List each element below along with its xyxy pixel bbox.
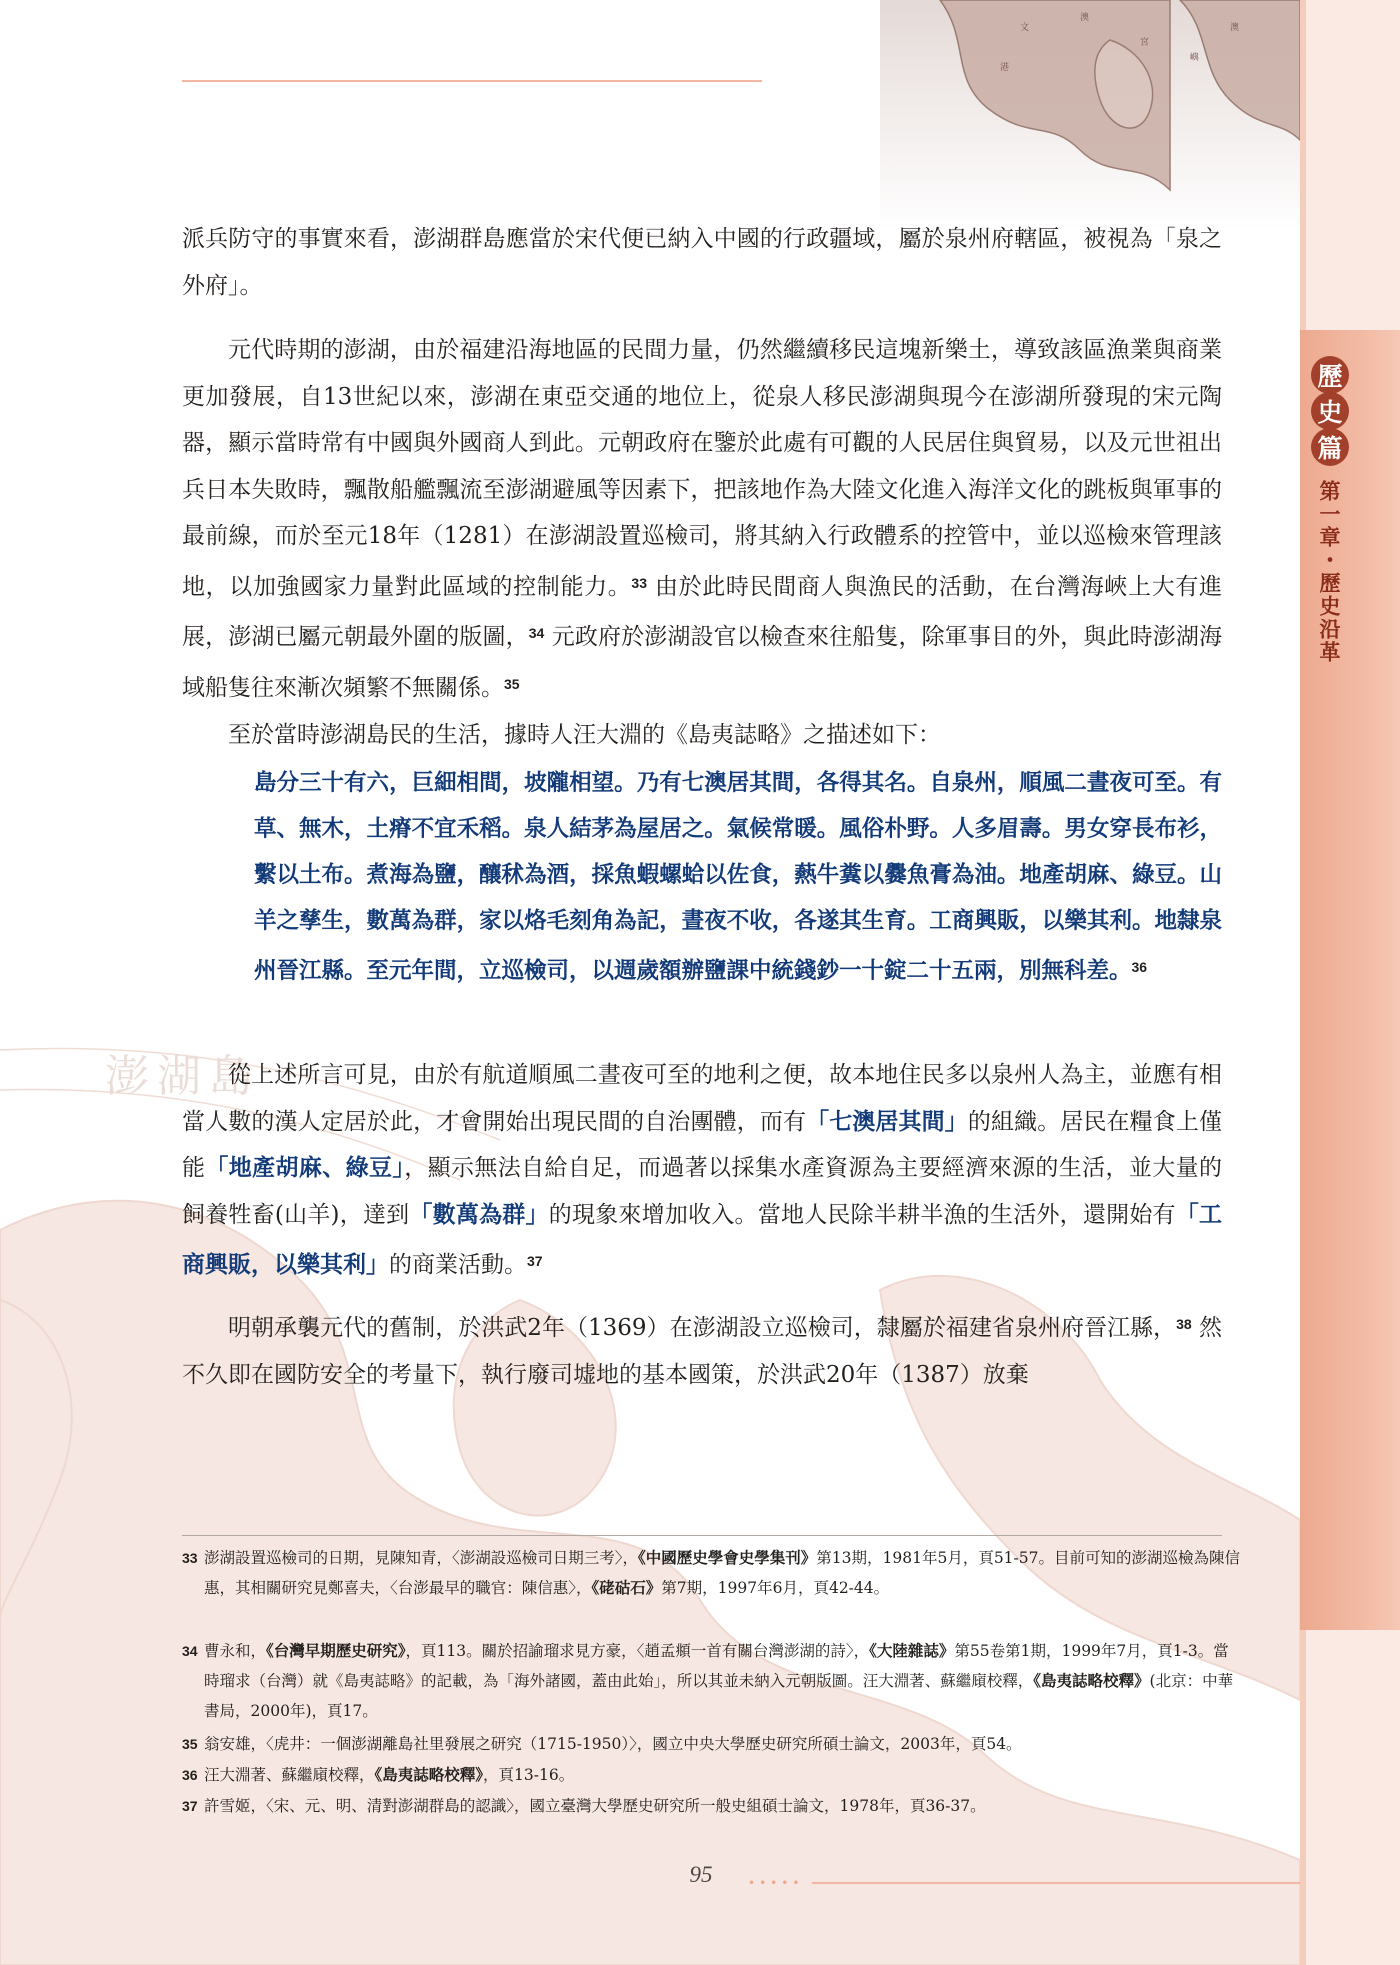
footnote-ref[interactable]: 35 [504, 675, 520, 692]
paragraph-text: ，顯示無法自給自足，而過著以採集水產資源為主要經濟來源的生活，並大量的飼養牲畜(山羊)，達到 [182, 1155, 1222, 1228]
paragraph-text: 的現象來增加收入。當地人民除半耕半漁的生活外，還開始有 [548, 1201, 1176, 1228]
footer-dots: ••••• [748, 1876, 804, 1890]
paragraph-2 [182, 327, 1222, 711]
header-rule [182, 80, 762, 82]
footnote-rule [182, 1535, 1222, 1536]
footnote-ref[interactable]: 34 [528, 625, 545, 641]
quote-text: 島分三十有六，巨細相間，坡隴相望。乃有七澳居其間，各得其名。自泉州，順風二晝夜可至。有草、無木，土瘠不宜禾稻。泉人結茅為屋居之。氣候常暖。風俗朴野。人多眉壽。男女穿長布衫，繫以土布。煮海為鹽，釀秫為酒，採魚蝦螺蛤以佐食，爇牛糞以爨魚膏為油。地產胡麻、綠豆。山羊之孳生，數萬為群，家以烙毛刻角為記，晝夜不收，各遂其生育。工商興販，以樂其利。地隸泉州晉江縣。至元年間，立巡檢司，以週歲額辦鹽課中統錢鈔一十錠二十五兩，別無科差。 [254, 770, 1222, 984]
footnote-text: 許雪姬，〈宋、元、明、清對澎湖群島的認識〉，國立臺灣大學歷史研究所一般史組碩士論文，1978年，頁36-37。 [204, 1797, 986, 1815]
footnote-title: 《島夷誌略校釋》 [374, 1765, 484, 1784]
footnote-text: 第7期，1997年6月，頁42-44。 [661, 1579, 890, 1597]
footnote-text: 曹永和， [204, 1642, 267, 1660]
svg-text:澳: 澳 [1080, 13, 1090, 23]
footnote-ref[interactable]: 36 [1131, 959, 1148, 975]
paragraph-text: 至於當時澎湖島民的生活，據時人汪大淵的《島夷誌略》之描述如下： [228, 722, 941, 748]
footnote-text: (北京：中華書局，2000年)，頁17。 [204, 1672, 1234, 1720]
quoted-phrase: 「地產胡麻、綠豆」 [205, 1154, 405, 1181]
footnote-ref[interactable]: 33 [631, 574, 647, 591]
paragraph-text: 的商業活動。 [389, 1252, 527, 1278]
footnote-ref[interactable]: 38 [1176, 1316, 1192, 1332]
header-map-illustration [880, 0, 1300, 230]
paragraph-text: 由於此時民間商人與漁民的活動，在台灣海峽上大有進展，澎湖已屬元朝最外圍的版圖， [182, 573, 1223, 650]
footnote-number: 37 [182, 1798, 198, 1814]
quoted-phrase: 「數萬為群」 [409, 1200, 549, 1228]
footnote-text: ，頁13-16。 [483, 1766, 575, 1784]
footnote-text: 汪大淵著、蘇繼廎校釋， [204, 1766, 375, 1784]
footnote-text: 第55卷第1期，1999年7月，頁1-3。當時瑠求（台灣）就《島夷誌略》的記載，為「海外諸國，蓋由此始」，所以其並未納入元朝版圖。汪大淵著、蘇繼廎校釋， [204, 1642, 1229, 1690]
paragraph-text: 元代時期的澎湖，由於福建沿海地區的民間力量，仍然繼續移民這塊新樂土，導致該區漁業與商業更加發展，自13世紀以來，澎湖在東亞交通的地位上，從泉人移民澎湖與現今在澎湖所發現的宋元陶器，顯示當時常有中國與外國商人到此。元朝政府在鑒於此處有可觀的人民居住與貿易，以及元世祖出兵日本失敗時，飄散船艦飄流至澎湖避風等因素下，把該地作為大陸文化進入海洋文化的跳板與軍事的最前線，而於至元18年（1281）在澎湖設置巡檢司，將其納入行政體系的控管中，並以巡檢來管理該地，以加強國家力量對此區域的控制能力。 [182, 337, 1222, 600]
footnote-title: 《硓𥑮石》 [591, 1578, 662, 1597]
paragraph-text: 派兵防守的事實來看，澎湖群島應當於宋代便已納入中國的行政疆域，屬於泉州府轄區，被視為「泉之外府」。 [182, 226, 1222, 299]
paragraph-5 [182, 1301, 1222, 1398]
footnote-35 [182, 1729, 1244, 1759]
footnote-37 [182, 1791, 1244, 1821]
background-map-label: 澎湖島 [105, 1051, 261, 1102]
section-tab-char: 史 [1311, 392, 1349, 430]
footnote-number: 36 [182, 1767, 198, 1783]
svg-text:文: 文 [1020, 23, 1030, 33]
footer-rule [812, 1882, 1300, 1884]
paragraph-text: 明朝承襲元代的舊制，於洪武2年（1369）在澎湖設立巡檢司，隸屬於福建省泉州府晉江縣， [228, 1315, 1177, 1341]
paragraph-3 [182, 712, 1222, 759]
svg-text:宮: 宮 [1140, 38, 1150, 48]
section-tab-char: 歷 [1311, 356, 1349, 394]
paragraph-text: 的組織。居民在糧食上僅能 [182, 1108, 1223, 1181]
section-tab-char: 篇 [1311, 428, 1349, 466]
paragraph-text: 從上述所言可見，由於有航道順風二晝夜可至的地利之便，故本地住民多以泉州人為主，並應有相當人數的漢人定居於此，才會開始出現民間的自治團體，而有 [182, 1062, 1222, 1135]
footnote-number: 34 [182, 1643, 198, 1659]
footnote-title: 《台灣早期歷史研究》 [266, 1641, 406, 1660]
footnote-ref[interactable]: 37 [527, 1253, 543, 1269]
footnote-33 [182, 1543, 1244, 1603]
footnote-text: 澎湖設置巡檢司的日期，見陳知青，〈澎湖設巡檢司日期三考〉， [204, 1549, 639, 1567]
page-number: 95 [689, 1862, 713, 1887]
footnote-title: 《大陸雜誌》 [869, 1641, 955, 1660]
quoted-phrase: 「七澳居其間」 [806, 1107, 968, 1135]
quoted-phrase: 「工商興販，以樂其利」 [182, 1200, 1223, 1278]
footnote-text: ，頁113。關於招諭瑠求見方豪，〈趙孟頫一首有關台灣澎湖的詩〉， [405, 1642, 870, 1660]
footnote-number: 35 [182, 1736, 198, 1752]
footnote-text: 第13期，1981年5月，頁51-57。目前可知的澎湖巡檢為陳信惠，其相關研究見鄭喜夫，〈台澎最早的職官：陳信惠〉， [204, 1549, 1240, 1597]
paragraph-4 [182, 1052, 1222, 1289]
svg-text:嶼: 嶼 [1190, 53, 1200, 63]
chapter-label: 第一章・歷史沿革 [1317, 480, 1342, 664]
paragraph-text: 元政府於澎湖設官以檢查來往船隻，除軍事目的外，與此時澎湖海域船隻往來漸次頻繁不無關係。 [182, 624, 1223, 701]
footnote-title: 《島夷誌略校釋》 [1033, 1671, 1150, 1690]
footnote-36 [182, 1760, 1244, 1790]
block-quote [254, 760, 1222, 994]
footnote-number: 33 [182, 1550, 198, 1566]
paragraph-text: 然不久即在國防安全的考量下，執行廢司墟地的基本國策，於洪武20年（1387）放棄 [182, 1315, 1223, 1388]
paragraph-1 [182, 216, 1222, 309]
svg-text:澳: 澳 [1230, 23, 1240, 33]
footnote-text: 翁安雄，〈虎井：一個澎湖離島社里發展之研究（1715-1950）〉，國立中央大學歷史研究所碩士論文，2003年，頁54。 [204, 1735, 1022, 1753]
footnote-34 [182, 1636, 1244, 1726]
svg-text:港: 港 [1000, 63, 1010, 73]
footnote-title: 《中國歷史學會史學集刊》 [638, 1548, 817, 1567]
